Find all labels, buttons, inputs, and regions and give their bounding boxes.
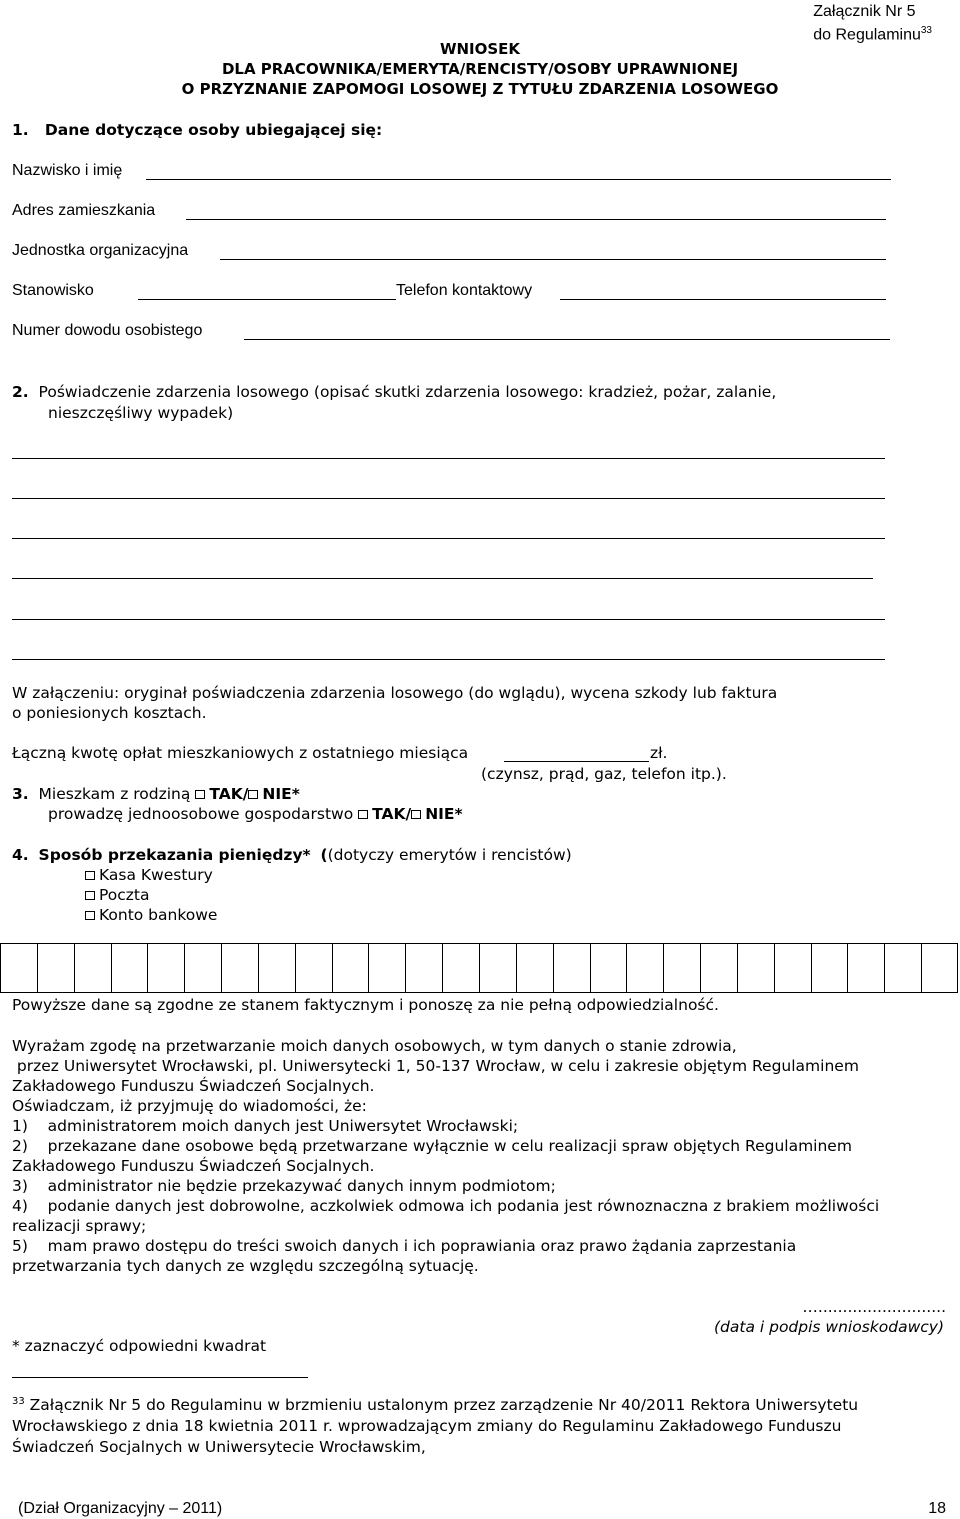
option-poczta[interactable]: Poczta [85,886,150,904]
description-line-2[interactable] [12,498,885,499]
account-digit-cell[interactable] [663,944,664,992]
signature-caption: (data i podpis wnioskodawcy) [713,1318,944,1336]
description-line-1[interactable] [12,458,885,459]
title-line2: DLA PRACOWNIKA/EMERYTA/RENCISTY/OSOBY UPRAWNIONEJ [221,60,739,78]
checkbox-family-tak[interactable] [195,790,205,799]
account-digit-cell[interactable] [258,944,259,992]
position-label: Stanowisko [12,282,94,299]
footer-department: (Dział Organizacyjny – 2011) [18,1500,223,1517]
account-digit-cell[interactable] [442,944,443,992]
attachment-line1: Załącznik Nr 5 [813,3,916,20]
account-digit-cell[interactable] [221,944,222,992]
id-number-label: Numer dowodu osobistego [12,322,203,339]
account-digit-cell[interactable] [74,944,75,992]
account-digit-cell[interactable] [0,944,1,992]
description-line-3[interactable] [12,538,885,539]
consent-line: 3) administrator nie będzie przekazywać danych innym podmiotom; [12,1177,556,1195]
description-line-5[interactable] [12,619,885,620]
description-line-4[interactable] [12,578,873,579]
footnote-mark: * zaznaczyć odpowiedni kwadrat [12,1337,267,1355]
account-digit-cell[interactable] [295,944,296,992]
consent-line: 5) mam prawo dostępu do treści swoich danych i ich poprawiania oraz prawo żądania zaprzestania [12,1237,797,1255]
description-line-6[interactable] [12,659,885,660]
fees-note: (czynsz, prąd, gaz, telefon itp.). [481,765,727,783]
section1-heading: 1. Dane dotyczące osoby ubiegającej się: [12,121,383,139]
account-digit-cell[interactable] [811,944,812,992]
consent-line: przetwarzania tych danych ze względu szczególną sytuację. [12,1257,479,1275]
section2-line2: nieszczęśliwy wypadek) [48,404,234,422]
page-number: 18 [928,1500,946,1517]
consent-line: Oświadczam, iż przyjmuję do wiadomości, że: [12,1097,367,1115]
account-digit-cell[interactable] [516,944,517,992]
footnote-separator [12,1377,308,1378]
unit-field[interactable] [220,259,886,260]
account-digit-cell[interactable] [921,944,922,992]
checkbox-kasa[interactable] [85,871,95,880]
consent-line: realizacji sprawy; [12,1217,147,1235]
account-digit-cell[interactable] [884,944,885,992]
title-line3: O PRZYZNANIE ZAPOMOGI LOSOWEJ Z TYTUŁU ZDARZENIA LOSOWEGO [181,80,779,98]
account-digit-cell[interactable] [700,944,701,992]
address-field[interactable] [186,219,886,220]
section4-heading: 4. Sposób przekazania pieniędzy* ((dotyczy emerytów i rencistów) [12,846,572,864]
attachment-sup: 33 [920,25,932,36]
name-field[interactable] [146,179,891,180]
title-line1: WNIOSEK [439,40,521,58]
option-kasa[interactable]: Kasa Kwestury [85,866,213,884]
phone-label: Telefon kontaktowy [396,282,533,299]
account-digit-cell[interactable] [957,944,958,992]
declaration-statement: Powyższe dane są zgodne ze stanem faktycznym i ponoszę za nie pełną odpowiedzialność. [12,996,719,1014]
account-digit-cell[interactable] [332,944,333,992]
attachment-label [813,2,932,44]
position-field[interactable] [138,299,396,300]
account-digit-cell[interactable] [737,944,738,992]
attachments-line2: o poniesionych kosztach. [12,704,207,722]
phone-field[interactable] [560,299,886,300]
account-digit-cell[interactable] [147,944,148,992]
section2-line1: 2. Poświadczenie zdarzenia losowego (opisać skutki zdarzenia losowego: kradzież, pożar, zalanie, [12,383,777,401]
fees-unit: zł. [650,744,668,762]
option-konto[interactable]: Konto bankowe [85,906,217,924]
attachment-line2: do Regulaminu$^{33}$ [813,25,932,44]
consent-line: Zakładowego Funduszu Świadczeń Socjalnych. [12,1157,375,1175]
account-digit-cell[interactable] [590,944,591,992]
consent-line: 2) przekazane dane osobowe będą przetwarzane wyłącznie w celu realizacji spraw objętych Regulaminem [12,1137,852,1155]
name-label: Nazwisko i imię [12,162,123,179]
account-digit-cell[interactable] [626,944,627,992]
section3-line1: 3. Mieszkam z rodziną TAK/ NIE* [12,785,300,803]
consent-line: Zakładowego Funduszu Świadczeń Socjalnych. [12,1077,375,1095]
consent-line: 4) podanie danych jest dobrowolne, aczkolwiek odmowa ich podania jest równoznaczna z brakiem możliwości [12,1197,880,1215]
account-digit-cell[interactable] [111,944,112,992]
section3-line2: prowadzę jednoosobowe gospodarstwo TAK/ NIE* [48,805,463,823]
checkbox-konto[interactable] [85,911,95,920]
account-digit-cell[interactable] [184,944,185,992]
footnote: $^{33}$ Załącznik Nr 5 do Regulaminu w brzmieniu ustalonym przez zarządzenie Nr 40/2011 Rektora Uniwersytetu Wrocławskiego z dnia 18 kwietnia 2011 r. wprowadzającym zmiany do Regulaminu Zakładowego Funduszu Świadczeń Socjalnych w Uniwersytecie Wrocławskim, [12,1396,859,1457]
account-digit-cell[interactable] [405,944,406,992]
checkbox-household-tak[interactable] [358,810,368,819]
account-digit-cell[interactable] [774,944,775,992]
account-digit-cell[interactable] [553,944,554,992]
checkbox-family-nie[interactable] [248,790,258,799]
account-digit-cell[interactable] [368,944,369,992]
unit-label: Jednostka organizacyjna [12,242,189,259]
fees-label: Łączną kwotę opłat mieszkaniowych z ostatniego miesiąca [12,744,469,762]
checkbox-poczta[interactable] [85,891,95,900]
address-label: Adres zamieszkania [12,202,156,219]
signature-dots: ….......................... [802,1298,946,1316]
consent-line: Wyrażam zgodę na przetwarzanie moich danych osobowych, w tym danych o stanie zdrowia, [12,1037,737,1055]
consent-line: 1) administratorem moich danych jest Uniwersytet Wrocławski; [12,1117,519,1135]
checkbox-household-nie[interactable] [411,810,421,819]
account-digit-cell[interactable] [479,944,480,992]
consent-line: przez Uniwersytet Wrocławski, pl. Uniwersytecki 1, 50-137 Wrocław, w celu i zakresie objętym Regulaminem [12,1057,859,1075]
account-digit-cell[interactable] [847,944,848,992]
fees-field[interactable] [504,761,649,762]
account-digit-cell[interactable] [37,944,38,992]
attachments-line1: W załączeniu: oryginał poświadczenia zdarzenia losowego (do wglądu), wycena szkody lub faktura [12,684,778,702]
consent-block [12,1036,879,1276]
id-number-field[interactable] [244,339,890,340]
